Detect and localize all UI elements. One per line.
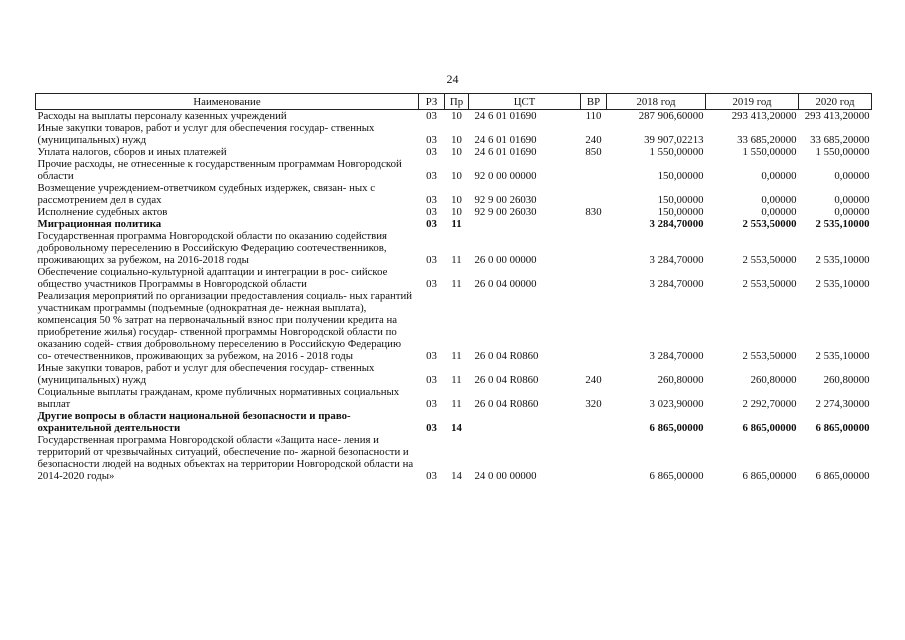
cell-rz: 03 [426,170,437,182]
cell-cst: 24 6 01 01690 [474,110,537,122]
cell-2020: 0,00000 [834,206,870,218]
cell-cst: 92 9 00 26030 [474,194,537,206]
cell-2018: 150,00000 [657,170,704,182]
header-pr: Пр [445,94,469,110]
header-2020: 2020 год [799,94,872,110]
table-row [36,386,872,410]
cell-2020: 1 550,00000 [815,146,870,158]
table-row [36,362,872,386]
cell-2020: 2 274,30000 [815,398,870,410]
cell-2020: 2 535,10000 [815,254,870,266]
cell-vr [581,218,607,230]
table-row [36,410,872,434]
cell-2019: 6 865,00000 [742,470,797,482]
table-header-row [36,94,872,110]
table-row [36,218,872,230]
cell-cst: 26 0 00 00000 [474,254,537,266]
cell-vr [581,410,607,434]
cell-2019: 2 553,50000 [742,218,797,230]
cell-rz: 03 [426,218,437,230]
cell-pr: 10 [451,206,462,218]
cell-name: Обеспечение социально-культурной адаптации и интеграции в рос- сийское общество участников Программы в Новгородской области [37,266,388,290]
cell-pr: 11 [451,350,462,362]
cell-cst: 26 0 04 R0860 [474,398,539,410]
cell-name: Иные закупки товаров, работ и услуг для обеспечения государ- ственных (муниципальных) нужд [37,362,375,386]
cell-cst: 24 6 01 01690 [474,146,537,158]
cell-cst: 92 9 00 26030 [474,206,537,218]
cell-2019: 293 413,20000 [731,110,797,122]
cell-rz: 03 [426,470,437,482]
cell-pr: 10 [451,134,462,146]
cell-cst: 24 0 00 00000 [474,470,537,482]
cell-2018: 3 284,70000 [649,278,704,290]
header-cst: ЦСТ [469,94,581,110]
cell-cst [469,410,581,434]
table-row [36,206,872,218]
table-row [36,110,872,123]
cell-pr: 11 [451,278,462,290]
table-row [36,266,872,290]
table-row [36,230,872,266]
cell-2020: 0,00000 [834,170,870,182]
cell-2018: 39 907,02213 [644,134,704,146]
cell-2020: 2 535,10000 [815,350,870,362]
cell-name: Государственная программа Новгородской области «Защита насе- ления и территорий от чрезвычайных ситуаций, обеспечение по- жарной безопасности и безопасности людей на водных объектах на территории Новгородской области на 2014-2020 годы» [37,434,414,482]
cell-2019: 2 553,50000 [742,278,797,290]
cell-pr: 11 [451,218,462,230]
cell-rz: 03 [426,134,437,146]
header-2019: 2019 год [706,94,799,110]
cell-2020: 6 865,00000 [815,422,870,434]
cell-rz: 03 [426,374,437,386]
cell-pr: 11 [451,374,462,386]
cell-2020: 6 865,00000 [815,470,870,482]
table-body [36,110,872,483]
cell-2018: 3 023,90000 [649,398,704,410]
cell-2020: 2 535,10000 [815,218,870,230]
header-name: Наименование [36,94,419,110]
cell-rz: 03 [426,350,437,362]
cell-pr: 10 [451,170,462,182]
cell-pr: 14 [451,470,462,482]
cell-2020: 293 413,20000 [804,110,870,122]
cell-2020: 260,80000 [823,374,870,386]
cell-rz: 03 [426,278,437,290]
cell-vr [581,158,607,182]
cell-vr [581,182,607,206]
cell-vr [581,290,607,362]
cell-cst: 24 6 01 01690 [474,134,537,146]
cell-vr: 830 [585,206,602,218]
cell-2019: 260,80000 [750,374,797,386]
cell-name: Социальные выплаты гражданам, кроме публичных нормативных социальных выплат [37,386,400,410]
cell-rz: 03 [426,110,437,122]
page-number: 24 [446,72,459,86]
cell-pr: 10 [451,110,462,122]
cell-2019: 2 292,70000 [742,398,797,410]
cell-vr [581,434,607,482]
cell-2019: 0,00000 [761,206,797,218]
table-row [36,182,872,206]
cell-name: Миграционная политика [37,218,162,230]
cell-pr: 10 [451,146,462,158]
budget-table [35,93,872,482]
cell-2019: 2 553,50000 [742,254,797,266]
cell-2018: 150,00000 [657,206,704,218]
cell-name: Прочие расходы, не отнесенные к государственным программам Новгородской области [37,158,402,182]
cell-vr: 110 [585,110,602,122]
cell-cst [469,218,581,230]
cell-2018: 3 284,70000 [649,218,704,230]
cell-2019: 6 865,00000 [742,422,797,434]
cell-name: Расходы на выплаты персоналу казенных учреждений [37,110,287,122]
cell-2019: 0,00000 [761,194,797,206]
table-row [36,146,872,158]
cell-2018: 3 284,70000 [649,350,704,362]
cell-name: Другие вопросы в области национальной безопасности и право- охранительной деятельности [37,410,351,434]
table-row [36,290,872,362]
cell-2018: 287 906,60000 [638,110,704,122]
cell-2019: 1 550,00000 [742,146,797,158]
cell-vr [581,266,607,290]
cell-rz: 03 [426,194,437,206]
cell-cst: 26 0 04 00000 [474,278,537,290]
table-row [36,122,872,146]
cell-vr: 240 [585,134,602,146]
cell-pr: 14 [451,422,462,434]
cell-cst: 26 0 04 R0860 [474,374,539,386]
cell-2020: 2 535,10000 [815,278,870,290]
cell-rz: 03 [426,422,437,434]
cell-rz: 03 [426,398,437,410]
cell-name: Уплата налогов, сборов и иных платежей [37,146,227,158]
header-2018: 2018 год [607,94,706,110]
cell-2018: 260,80000 [657,374,704,386]
cell-name: Иные закупки товаров, работ и услуг для обеспечения государ- ственных (муниципальных) нужд [37,122,375,146]
cell-cst: 26 0 04 R0860 [474,350,539,362]
cell-name: Исполнение судебных актов [37,206,168,218]
cell-2018: 6 865,00000 [649,470,704,482]
cell-vr: 320 [585,398,602,410]
cell-vr: 240 [585,374,602,386]
header-rz: РЗ [419,94,445,110]
cell-pr: 11 [451,398,462,410]
cell-2018: 6 865,00000 [649,422,704,434]
cell-2020: 33 685,20000 [810,134,870,146]
cell-name: Государственная программа Новгородской области по оказанию содействия добровольному переселению в Российскую Федерацию соотечественников, проживающих за рубежом, на 2016-2018 годы [37,230,387,266]
cell-pr: 10 [451,194,462,206]
cell-2020: 0,00000 [834,194,870,206]
cell-2018: 1 550,00000 [649,146,704,158]
cell-name: Реализация мероприятий по организации предоставления социаль- ных гарантий участникам программы (подъемные (однократная де- нежная выплата), компенсация 50 % затрат на первоначальный взнос при получении кредита на приобретение жилья) государ- ственной программы Новгородской области по оказанию содей- ствия добровольному переселению в Российскую Федерацию со- отечественников, проживающих за рубежом, на 2016 - 2018 годы [37,290,413,362]
cell-rz: 03 [426,146,437,158]
cell-2018: 3 284,70000 [649,254,704,266]
cell-cst: 92 0 00 00000 [474,170,537,182]
cell-rz: 03 [426,206,437,218]
cell-name: Возмещение учреждением-ответчиком судебных издержек, связан- ных с рассмотрением дел в судах [37,182,376,206]
cell-pr: 11 [451,254,462,266]
cell-vr [581,230,607,266]
table-row [36,434,872,482]
cell-2018: 150,00000 [657,194,704,206]
cell-2019: 33 685,20000 [737,134,797,146]
cell-vr: 850 [585,146,602,158]
header-vr: ВР [581,94,607,110]
cell-2019: 0,00000 [761,170,797,182]
cell-rz: 03 [426,254,437,266]
cell-2019: 2 553,50000 [742,350,797,362]
table-row [36,158,872,182]
